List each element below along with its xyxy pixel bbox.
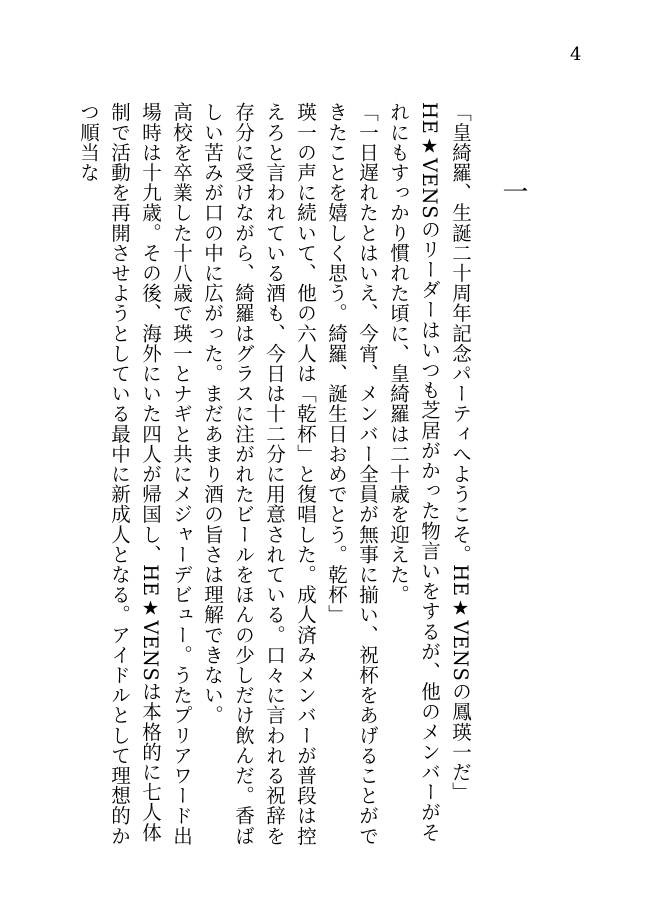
paragraph-1: 「皇綺羅、生誕二十周年記念パーティへようこそ。HE★VENSの鳳瑛一だ」 bbox=[449, 102, 472, 803]
paragraph-4: 瑛一の声に続いて、他の六人は「乾杯」と復唱した。成人済みメンバーが普段は控えろと言われている酒も、今日は十二分に用意されている。口々に言われる祝辞を存分に受けながら、綺羅はグラスに注がれたビールをほんの少しだけ飲んだ。香ばしい苦みが口の中に広がった。まだあまり酒の旨さは理解できない。 bbox=[201, 102, 317, 846]
paragraph-5: 高校を卒業した十八歳で瑛一とナギと共にメジャーデビュー。うたプリアワード出場時は十九歳。その後、海外にいた四人が帰国し、HE★VENSは本格的に七人体制で活動を再開させようとしている最中に新成人となる。アイドルとして理想的かつ順当な bbox=[77, 102, 193, 846]
chapter-heading: 一 bbox=[498, 178, 528, 204]
paragraph-3: 「一日遅れたとはいえ、今宵、メンバー全員が無事に揃い、祝杯をあげることができたことを嬉しく思う。綺羅、誕生日おめでとう。乾杯」 bbox=[325, 102, 379, 846]
paragraph-2: HE★VENSのリーダーはいつも芝居がかった物言いをするが、他のメンバーがそれにもすっかり慣れた頃に、皇綺羅は二十歳を迎えた。 bbox=[387, 102, 441, 843]
page-number: 4 bbox=[570, 44, 582, 65]
body-text bbox=[73, 102, 476, 862]
